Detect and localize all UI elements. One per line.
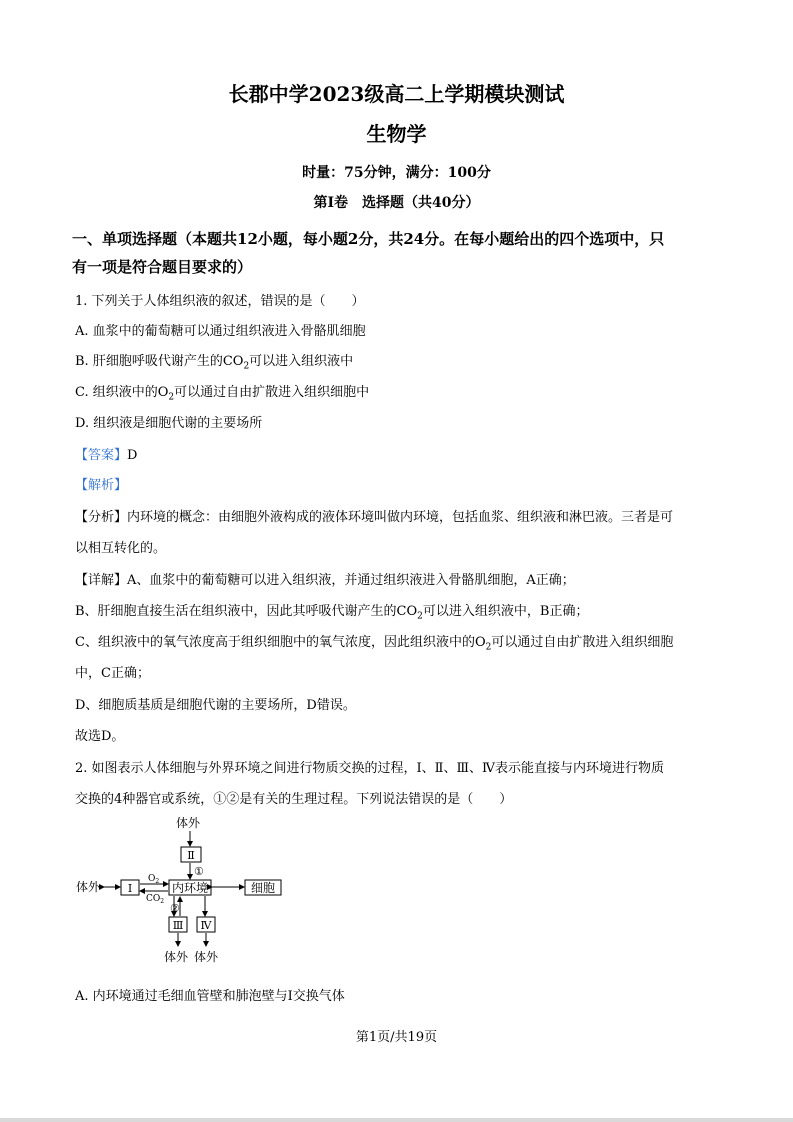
q1-conclusion: 故选D。 — [75, 729, 125, 744]
part-title: 第Ⅰ卷 选择题（共40分） — [313, 195, 480, 211]
q2-option-a: A. 内环境通过毛细血管壁和肺泡壁与Ⅰ交换气体 — [75, 989, 345, 1004]
box-3-label: Ⅲ — [172, 919, 184, 932]
q1-fenxi-line1: 【分析】内环境的概念：由细胞外液构成的液体环境叫做内环境，包括血浆、组织液和淋巴液。三者是可 — [75, 510, 674, 525]
q1-option-d: D. 组织液是细胞代谢的主要场所 — [75, 416, 263, 431]
internal-env-label: 内环境 — [171, 881, 209, 895]
q1-xiangjie-a: 【详解】A、血浆中的葡萄糖可以进入组织液，并通过组织液进入骨骼肌细胞，A正确； — [75, 573, 575, 588]
exchange-diagram — [70, 812, 300, 967]
box-4-label: Ⅳ — [200, 919, 212, 932]
q2-stem-line2: 交换的4种器官或系统，①②是有关的生理过程。下列说法错误的是（ ） — [75, 792, 513, 807]
cell-label: 细胞 — [250, 881, 276, 895]
section-heading-line1: 一、单项选择题（本题共12小题，每小题2分，共24分。在每小题给出的四个选项中，只 — [72, 230, 665, 248]
q1-stem: 1. 下列关于人体组织液的叙述，错误的是（ ） — [75, 294, 365, 309]
outside-bottom-left-label: 体外 — [164, 950, 189, 964]
q1-xiangjie-b: B、肝细胞直接生活在组织液中，因此其呼吸代谢产生的$CO_2$可以进入组织液中，B正确； — [75, 604, 589, 622]
q1-xiangjie-d: D、细胞质基质是细胞代谢的主要场所，D错误。 — [75, 698, 356, 713]
page-bottom-divider — [0, 1118, 793, 1122]
co2-label: $CO_2$ — [146, 894, 165, 905]
process-1-label: ① — [194, 865, 204, 878]
q1-xiangjie-c2: 中，C正确； — [75, 666, 150, 681]
box-1-label: Ⅰ — [127, 882, 133, 895]
page-number: 第1页/共19页 — [355, 1030, 438, 1045]
q1-xiangjie-c1: C、组织液中的氧气浓度高于组织细胞中的氧气浓度，因此组织液中的$O_2$可以通过自由扩散进入组织细胞 — [75, 635, 674, 653]
process-2-label: ② — [170, 902, 180, 915]
q1-option-b: B. 肝细胞呼吸代谢产生的$CO_2$可以进入组织液中 — [75, 354, 354, 372]
q1-option-a: A. 血浆中的葡萄糖可以通过组织液进入骨骼肌细胞 — [75, 324, 366, 339]
subject-title: 生物学 — [366, 122, 427, 146]
answer-label: 【答案】 — [75, 448, 128, 463]
q2-stem-line1: 2. 如图表示人体细胞与外界环境之间进行物质交换的过程，Ⅰ、Ⅱ、Ⅲ、Ⅳ表示能直接与内环境进行物质 — [75, 761, 665, 776]
o2-label: $O_2$ — [148, 874, 160, 885]
time-info: 时量：75分钟，满分：100分 — [302, 165, 491, 181]
outside-left-label: 体外 — [76, 880, 101, 894]
q1-fenxi-line2: 以相互转化的。 — [75, 541, 167, 556]
q1-option-c: C. 组织液中的$O_2$可以通过自由扩散进入组织细胞中 — [75, 385, 370, 403]
exam-title: 长郡中学2023级高二上学期模块测试 — [228, 82, 565, 106]
q1-answer: 【答案】D — [75, 448, 138, 463]
outside-top-label: 体外 — [176, 816, 201, 830]
box-2-label: Ⅱ — [187, 849, 195, 862]
outside-bottom-right-label: 体外 — [194, 950, 219, 964]
section-heading-line2: 有一项是符合题目要求的） — [72, 258, 253, 276]
q1-analysis-label: 【解析】 — [75, 478, 128, 493]
